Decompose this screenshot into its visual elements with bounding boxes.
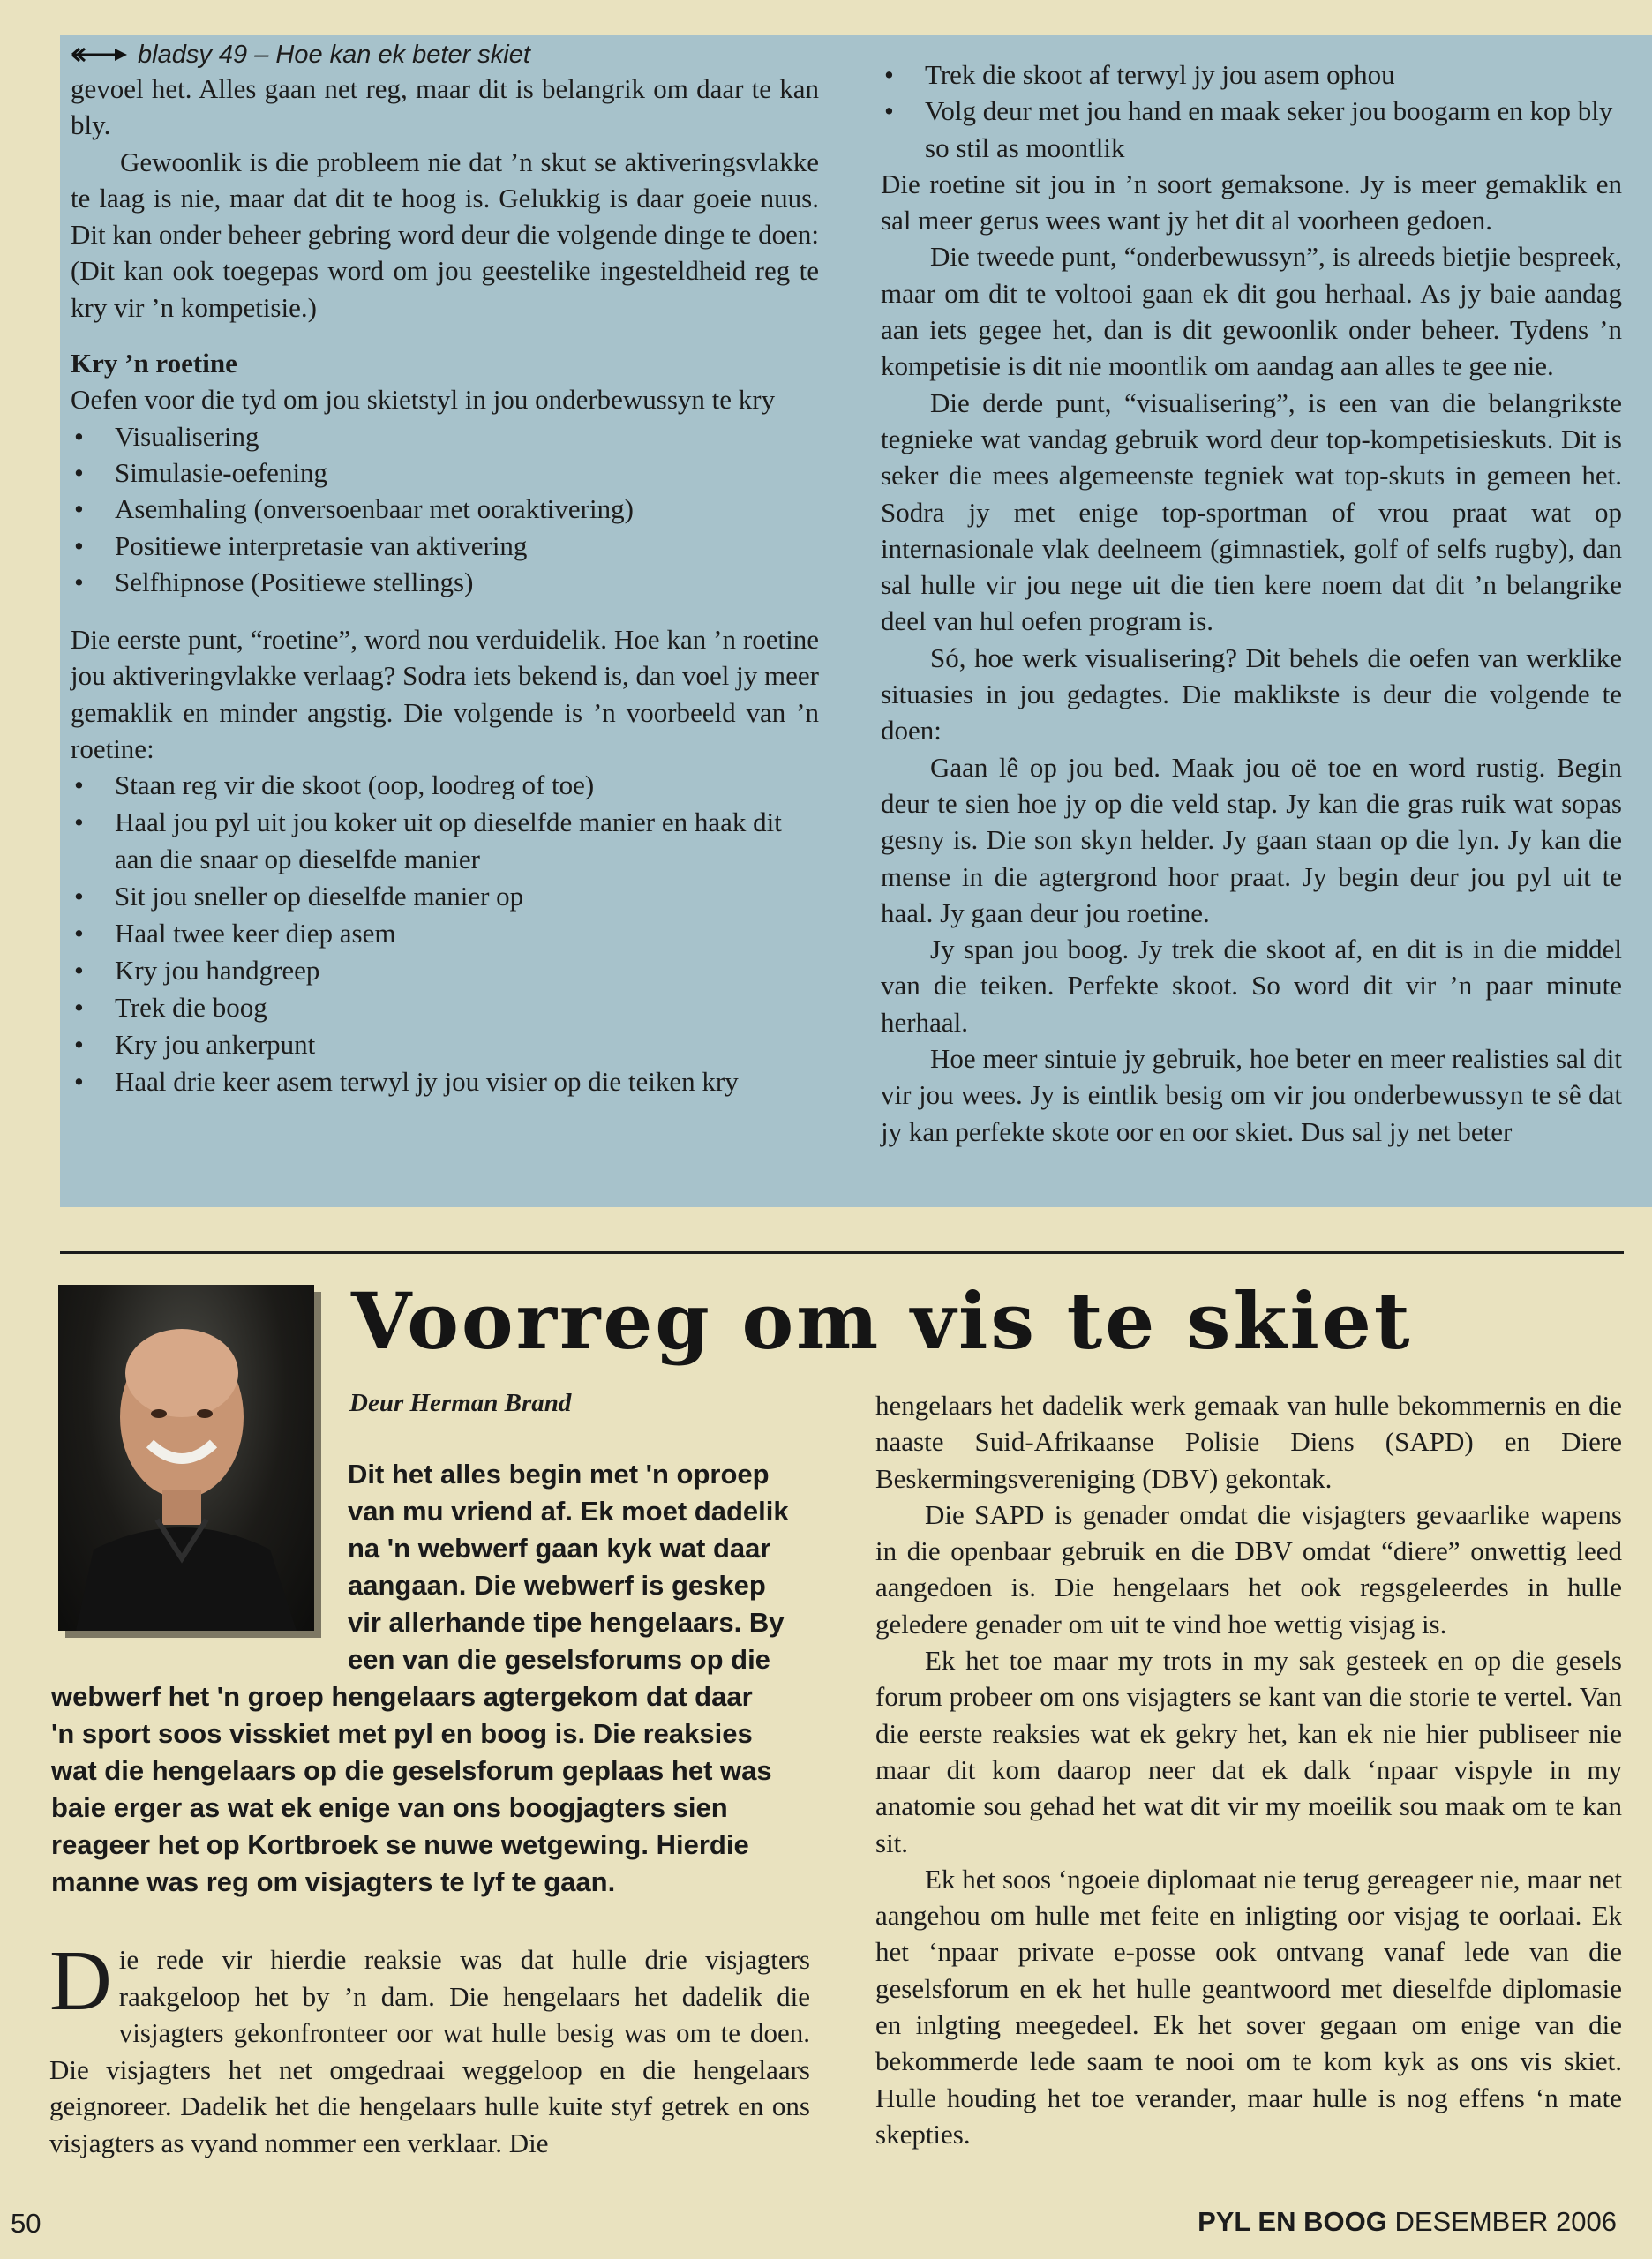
paragraph: gevoel het. Alles gaan net reg, maar dit is belangrik om daar te kan bly. bbox=[71, 73, 819, 141]
section-divider bbox=[60, 1251, 1624, 1254]
paragraph: Ek het toe maar my trots in my sak gesteek en op die gesels forum probeer om ons visjagters se kant van die storie te vertel. Van die eerste reaksies wat ek gekry het, kan ek nie hier publiseer nie maar dit kom daarop neer dat ek dalk ‘npaar vispyle in my anatomie sou gehad het wat dit vir my moeilik sou maak om te kan sit. bbox=[875, 1645, 1622, 1858]
lead-line: wat die hengelaars op die geselsforum geplaas het was bbox=[51, 1755, 772, 1786]
lead-line: webwerf het 'n groep hengelaars agtergekom dat daar bbox=[51, 1681, 753, 1712]
paragraph: Die SAPD is genader omdat die visjagters gevaarlike wapens in die openbaar gebruik en die DBV omdat “diere” onwettig leed aangedoen is. Die hengelaars het ook regsgeleerdes in hulle geledere genader om uit te vind hoe wettig visjag is. bbox=[875, 1498, 1622, 1640]
paragraph: Jy span jou boog. Jy trek die skoot af, en dit is in die middel van die teiken. Perfekte skoot. So word dit vir ’n paar minute herhaal. bbox=[881, 934, 1622, 1038]
paragraph-text: ie rede vir hierdie reaksie was dat hulle drie visjagters raakgeloop het by ’n dam. Die hengelaars het dadelik die visjagters gekonfronteer oor wat hulle besig was om te doen. Die visjagters het net omgedraai weggeloop en die hengelaars geignoreer. Dadelik het die hengelaars hulle kuite styf getrek en ons visjagters as vyand nommer een verklaar. Die bbox=[49, 1944, 810, 2158]
continued-left-column bbox=[71, 39, 819, 1100]
lead-line: aangaan. Die webwerf is geskep bbox=[348, 1570, 766, 1601]
list-item: • Volg deur met jou hand en maak seker jou boogarm en kop bly so stil as moontlik bbox=[881, 93, 1622, 166]
list-item: • Kry jou ankerpunt bbox=[71, 1026, 819, 1063]
magazine-name: PYL EN BOOG bbox=[1198, 2206, 1387, 2237]
arrow-icon bbox=[71, 46, 129, 64]
paragraph: Die derde punt, “visualisering”, is een van die belangrikste tegnieke wat vandag gebruik word deur top-kompetisieskuts. Dit is seker die mees algemeenste tegniek wat top-skuts in gemeen het. Sodra jy met enige top-sportman of vrou praat wat op internasionale vlak deelneem (gimnastiek, golf of selfs rugby), dan sal hulle vir jou nege uit die tien kere noem dat dit ’n belangrike deel van hul oefen program is. bbox=[881, 387, 1622, 637]
list-item: • Selfhipnose (Positiewe stellings) bbox=[71, 564, 819, 600]
methods-list bbox=[71, 418, 819, 600]
paragraph: Ek het soos ‘ngoeie diplomaat nie terug gereageer nie, maar net aangehou om hulle met feite en inligting oor visjag te oorlaai. Ek het ‘npaar private e-posse ook ontvang vanaf lede van die geselsforum en ek het hulle geantwoord met dieselfde diplomasie en inlgting meegedeel. Ek het sover gegaan om enige van die bekommerde lede saam te nooi om te kom kyk as ons vis skiet. Hulle houding het toe verander, maar hulle is nog effens ‘n mate skepties. bbox=[875, 1863, 1622, 2150]
issue-date: DESEMBER 2006 bbox=[1394, 2206, 1617, 2237]
article-body-left bbox=[49, 1933, 810, 2161]
lead-line: reageer het op Kortbroek se nuwe wetgewing. Hierdie bbox=[51, 1829, 749, 1860]
list-item: • Sit jou sneller op dieselfde manier op bbox=[71, 878, 819, 915]
paragraph: Hoe meer sintuie jy gebruik, hoe beter en meer realisties sal dit vir jou wees. Jy is eintlik besig om vir jou onderbewussyn te sê dat jy kan perfekte skote oor en oor skiet. Dus sal jy net beter bbox=[881, 1043, 1622, 1147]
drop-cap: D bbox=[49, 1933, 112, 2029]
list-item: • Simulasie-oefening bbox=[71, 454, 819, 491]
lead-line: 'n sport soos visskiet met pyl en boog is. Die reaksies bbox=[51, 1718, 753, 1749]
paragraph bbox=[49, 1933, 810, 2161]
paragraph: Gaan lê op jou bed. Maak jou oë toe en word rustig. Begin deur te sien hoe jy op die veld stap. Jy kan die gras ruik wat sopas gesny is. Die son skyn helder. Jy gaan staan op die lyn. Jy kan die mense in die agtergrond hoor praat. Jy begin deur jou pyl uit te haal. Jy gaan deur jou roetine. bbox=[881, 751, 1622, 928]
lead-paragraph bbox=[51, 1456, 819, 1901]
lead-line: baie erger as wat ek enige van ons boogjagters sien bbox=[51, 1792, 728, 1823]
list-item: • Trek die boog bbox=[71, 989, 819, 1026]
list-item: • Asemhaling (onversoenbaar met ooraktivering) bbox=[71, 491, 819, 527]
page-number: 50 bbox=[11, 2208, 41, 2239]
lead-line: na 'n webwerf gaan kyk wat daar bbox=[348, 1533, 771, 1564]
list-item: • Haal jou pyl uit jou koker uit op dieselfde manier en haak dit aan die snaar op dieselfde manier bbox=[71, 804, 819, 878]
byline: Deur Herman Brand bbox=[349, 1389, 572, 1417]
continued-header bbox=[71, 39, 819, 71]
lead-line: Dit het alles begin met 'n oproep bbox=[348, 1459, 770, 1490]
list-item: • Trek die skoot af terwyl jy jou asem ophou bbox=[881, 56, 1622, 93]
list-item: • Staan reg vir die skoot (oop, loodreg of toe) bbox=[71, 767, 819, 804]
list-item: • Haal drie keer asem terwyl jy jou visier op die teiken kry bbox=[71, 1063, 819, 1100]
lead-line: van mu vriend af. Ek moet dadelik bbox=[348, 1496, 789, 1527]
lead-line: een van die geselsforums op die bbox=[348, 1644, 770, 1675]
magazine-footer bbox=[1198, 2206, 1617, 2238]
paragraph: Die eerste punt, “roetine”, word nou verduidelik. Hoe kan ’n roetine jou aktiveringvlakke verlaag? Sodra iets bekend is, dan voel jy meer gemaklik en minder angstig. Die volgende is ’n voorbeeld van ’n roetine: bbox=[71, 624, 819, 765]
list-item: • Visualisering bbox=[71, 418, 819, 454]
paragraph: Oefen voor die tyd om jou skietstyl in jou onderbewussyn te kry bbox=[71, 384, 776, 416]
list-item: • Kry jou handgreep bbox=[71, 952, 819, 989]
lead-line: vir allerhande tipe hengelaars. By bbox=[348, 1607, 785, 1638]
continued-right-column bbox=[881, 56, 1622, 1150]
continued-header-text: bladsy 49 – Hoe kan ek beter skiet bbox=[138, 41, 530, 69]
routine-steps-list-continued bbox=[881, 56, 1622, 166]
paragraph: Die tweede punt, “onderbewussyn”, is alreeds bietjie bespreek, maar om dit te voltooi gaan ek dit gou herhaal. As jy baie aandag aan iets gegee het, dan is dit gewoonlik onder beheer. Tydens ’n kompetisie is dit nie moontlik om aandag aan alles te gee nie. bbox=[881, 241, 1622, 382]
paragraph: Die roetine sit jou in ’n soort gemaksone. Jy is meer gemaklik en sal meer gerus wees want jy het dit al voorheen gedoen. bbox=[881, 168, 1622, 236]
list-item: • Haal twee keer diep asem bbox=[71, 915, 819, 952]
lead-line: manne was reg om visjagters te lyf te gaan. bbox=[51, 1866, 616, 1897]
list-item: • Positiewe interpretasie van aktivering bbox=[71, 528, 819, 564]
article-title: Voorreg om vis te skiet bbox=[351, 1275, 1413, 1367]
article-body-right bbox=[875, 1387, 1622, 2152]
paragraph: hengelaars het dadelik werk gemaak van hulle bekommernis en die naaste Suid-Afrikaanse Polisie Diens (SAPD) en Diere Beskermingsvereniging (DBV) gekontak. bbox=[875, 1390, 1622, 1494]
paragraph: Gewoonlik is die probleem nie dat ’n skut se aktiveringsvlakke te laag is nie, maar dat dit te hoog is. Gelukkig is daar goeie nuus. Dit kan onder beheer gebring word deur die volgende dinge te doen: (Dit kan ook toegepas word om jou geestelike ingesteldheid reg te kry vir ’n kompetisie.) bbox=[71, 146, 819, 323]
paragraph: Só, hoe werk visualisering? Dit behels die oefen van werklike situasies in jou gedagtes. Die maklikste is deur die volgende te doen: bbox=[881, 642, 1622, 747]
subheading: Kry ’n roetine bbox=[71, 348, 237, 379]
routine-steps-list bbox=[71, 767, 819, 1100]
